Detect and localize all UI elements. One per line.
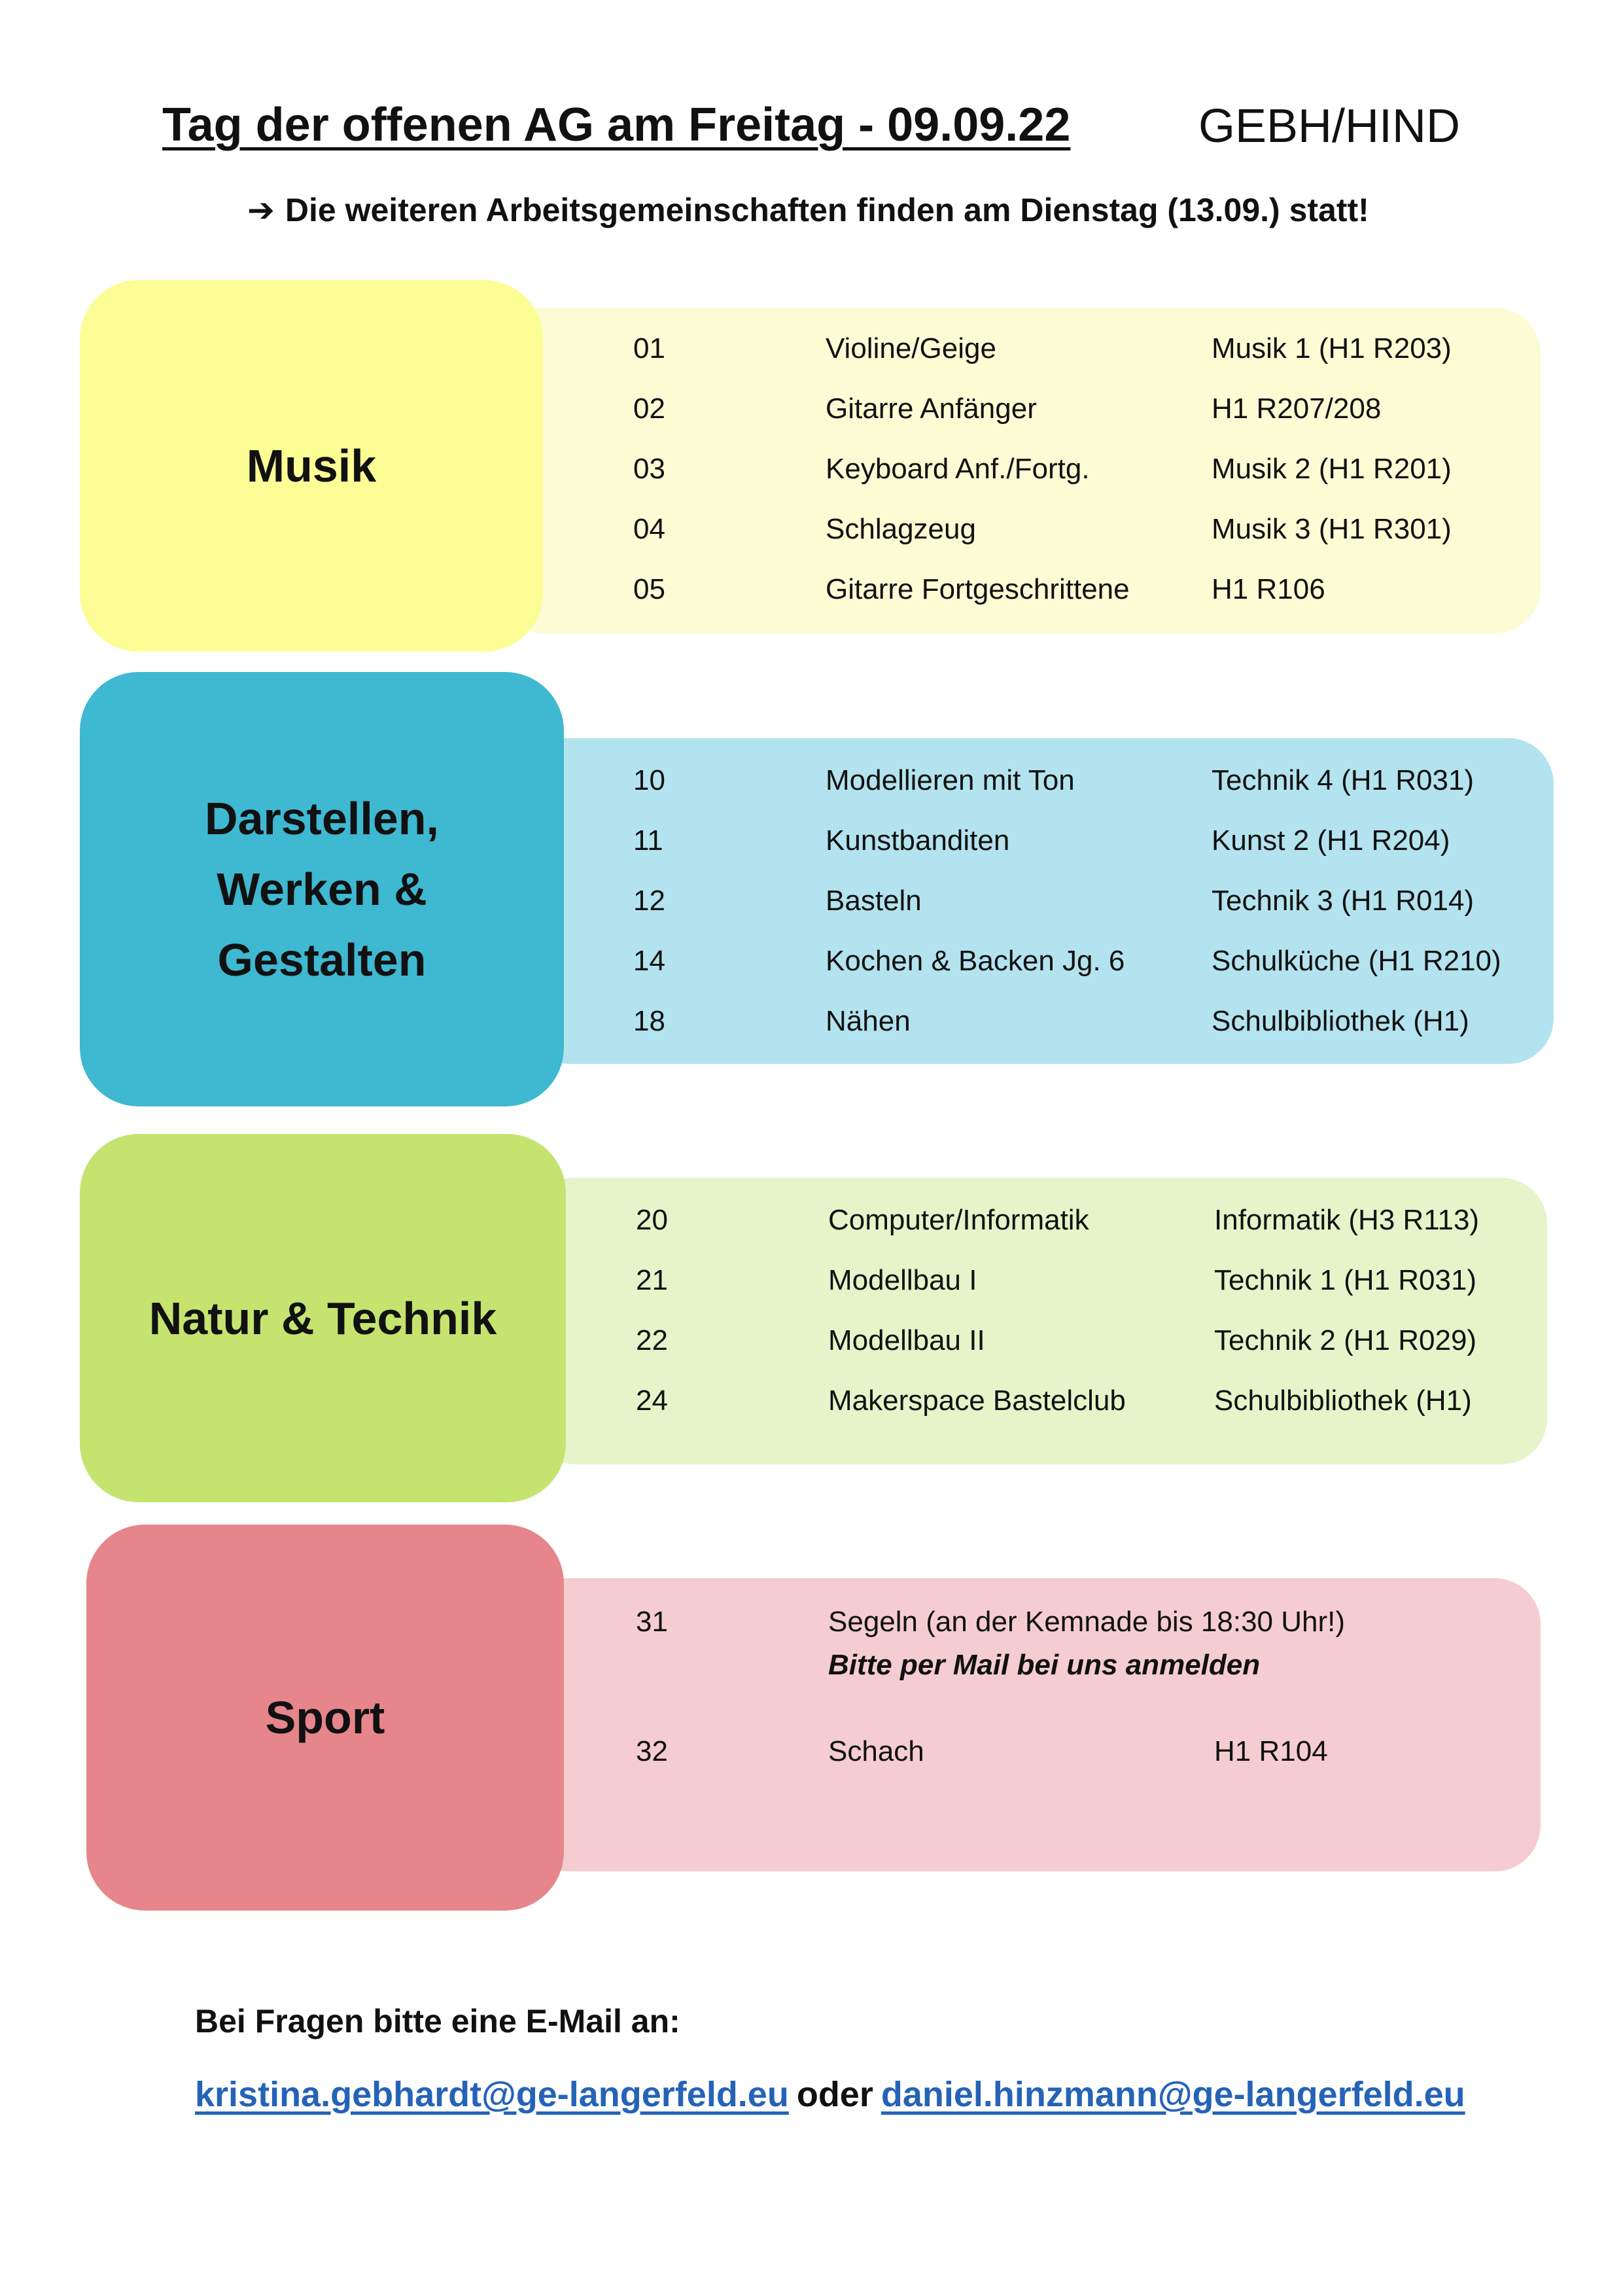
contact-line — [195, 2074, 1465, 2115]
subtitle — [247, 191, 1369, 229]
contact-question: Bei Fragen bitte eine E-Mail an: — [195, 2003, 680, 2040]
category-label-musik: Musik — [80, 280, 543, 652]
arrow-right-icon: ➔ — [247, 192, 275, 228]
category-label-darstellen: Darstellen, Werken & Gestalten — [80, 672, 564, 1106]
registration-note: Bitte per Mail bei uns anmelden — [828, 1649, 1261, 1681]
category-label-sport: Sport — [86, 1525, 564, 1911]
subtitle-text: Die weiteren Arbeitsgemeinschaften finden am Dienstag (13.09.) statt! — [285, 192, 1369, 228]
email-link-gebhardt[interactable]: kristina.gebhardt@ge-langerfeld.eu — [195, 2075, 789, 2114]
teacher-code: GEBH/HIND — [1198, 100, 1461, 152]
contact-separator: oder — [796, 2075, 873, 2114]
page-title: Tag der offenen AG am Freitag - 09.09.22 — [162, 99, 1071, 151]
email-link-hinzmann[interactable]: daniel.hinzmann@ge-langerfeld.eu — [881, 2075, 1465, 2114]
category-label-natur: Natur & Technik — [80, 1134, 566, 1502]
